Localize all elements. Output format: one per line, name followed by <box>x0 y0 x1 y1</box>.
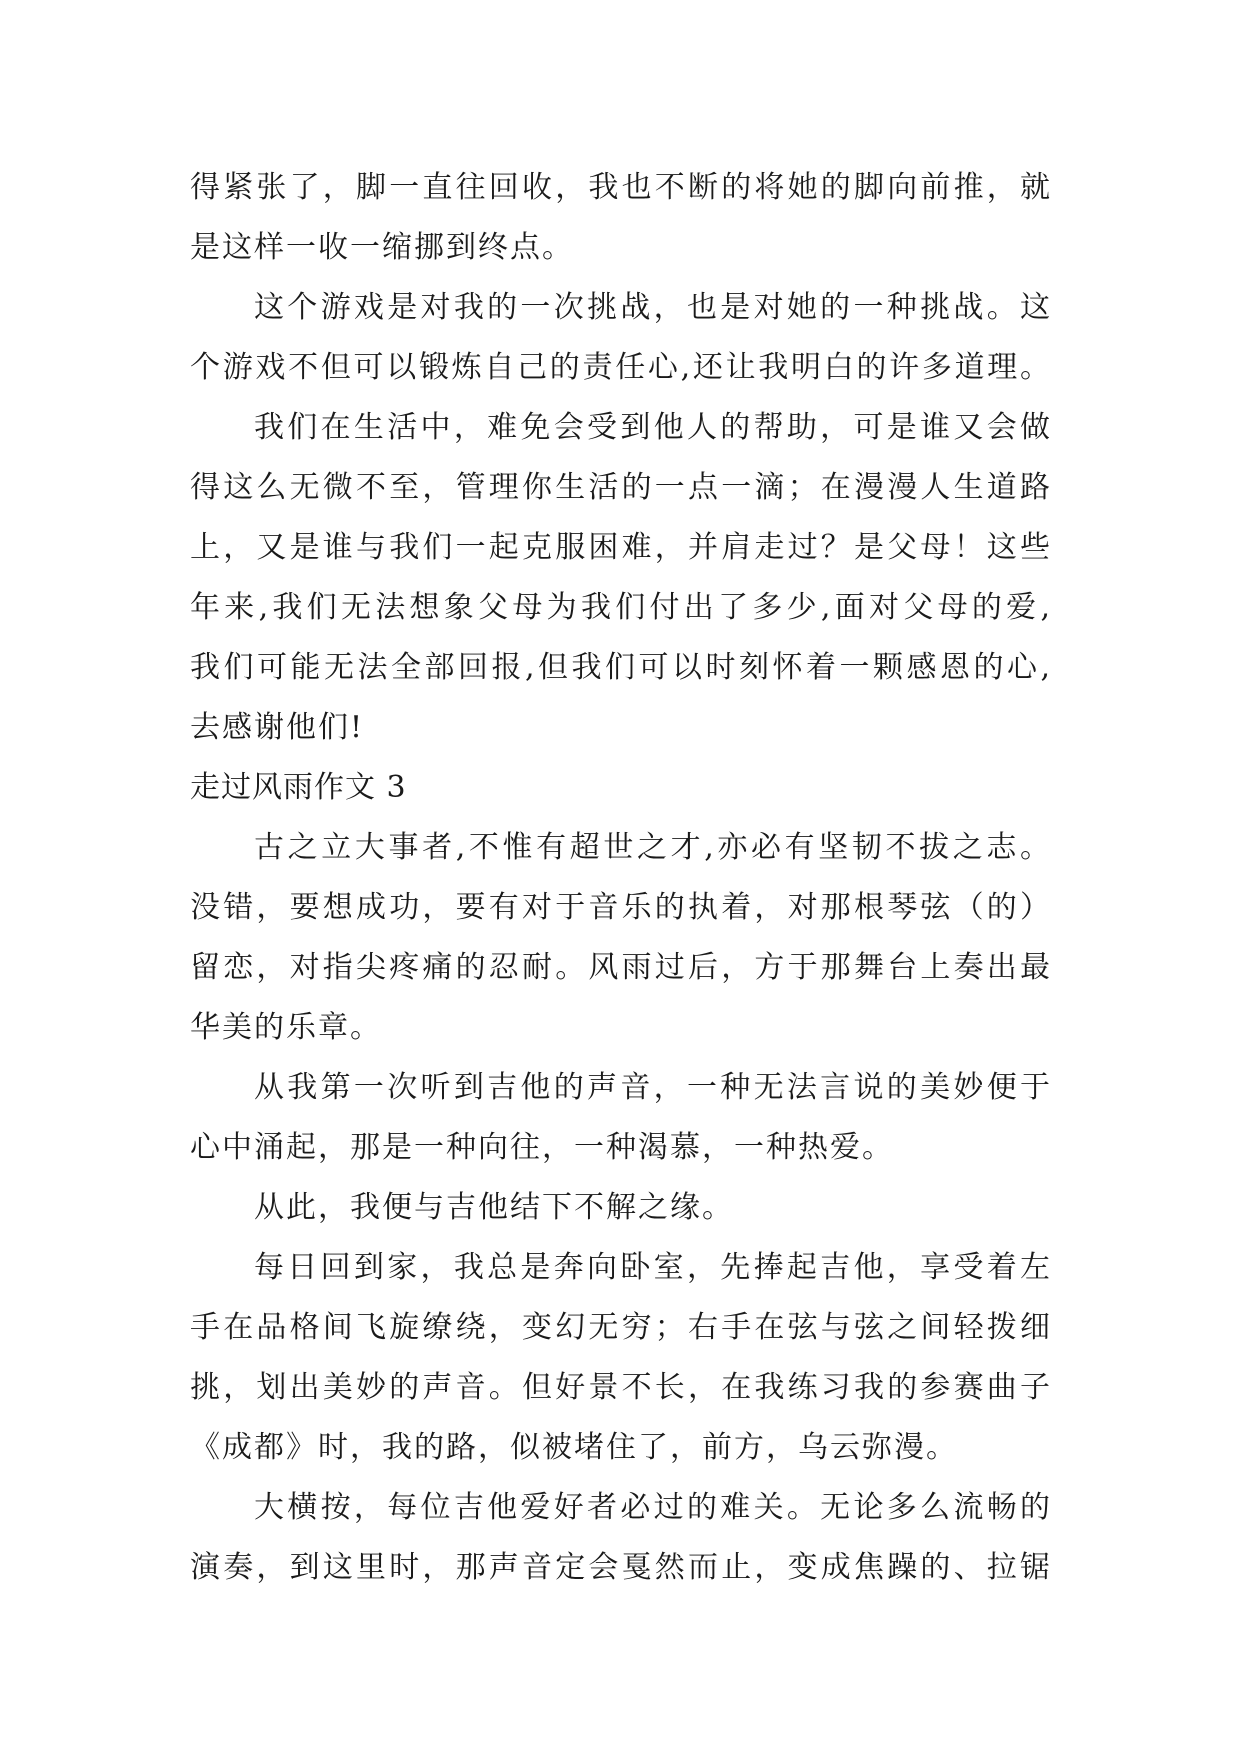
text-line: 挑，划出美妙的声音。但好景不长，在我练习我的参赛曲子 <box>190 1370 1052 1405</box>
paragraph <box>190 1478 1052 1598</box>
text-line: 手在品格间飞旋缭绕，变幻无穷；右手在弦与弦之间轻拨细 <box>190 1310 1052 1345</box>
paragraph <box>190 1178 1052 1238</box>
section-heading: 走过风雨作文 3 <box>190 770 407 805</box>
text-line: 留恋，对指尖疼痛的忍耐。风雨过后，方于那舞台上奏出最 <box>190 950 1052 985</box>
text-line: 心中涌起，那是一种向往，一种渴慕，一种热爱。 <box>190 1130 894 1165</box>
paragraph <box>190 398 1052 758</box>
paragraph <box>190 158 1052 278</box>
text-line: 上，又是谁与我们一起克服困难，并肩走过？是父母！这些 <box>190 530 1052 565</box>
paragraph <box>190 1238 1052 1478</box>
text-line: 我们可能无法全部回报,但我们可以时刻怀着一颗感恩的心, <box>190 650 1052 685</box>
text-line: 这个游戏是对我的一次挑战，也是对她的一种挑战。这 <box>254 290 1052 325</box>
text-line: 没错，要想成功，要有对于音乐的执着，对那根琴弦（的） <box>190 890 1052 925</box>
text-line: 从此，我便与吉他结下不解之缘。 <box>254 1190 734 1225</box>
paragraph <box>190 1058 1052 1178</box>
text-line: 大横按，每位吉他爱好者必过的难关。无论多么流畅的 <box>254 1490 1052 1525</box>
paragraph <box>190 818 1052 1058</box>
text-line: 每日回到家，我总是奔向卧室，先捧起吉他，享受着左 <box>254 1250 1052 1285</box>
text-line: 古之立大事者,不惟有超世之才,亦必有坚韧不拔之志。 <box>254 830 1052 865</box>
text-line: 演奏，到这里时，那声音定会戛然而止，变成焦躁的、拉锯 <box>190 1550 1052 1585</box>
text-line: 华美的乐章。 <box>190 1010 382 1045</box>
document-body <box>190 158 1052 1598</box>
text-line: 去感谢他们! <box>190 710 365 745</box>
text-line: 我们在生活中，难免会受到他人的帮助，可是谁又会做 <box>254 410 1052 445</box>
text-line: 是这样一收一缩挪到终点。 <box>190 230 574 265</box>
text-line: 得紧张了，脚一直往回收，我也不断的将她的脚向前推，就 <box>190 170 1052 205</box>
text-line: 从我第一次听到吉他的声音，一种无法言说的美妙便于 <box>254 1070 1052 1105</box>
text-line: 得这么无微不至，管理你生活的一点一滴；在漫漫人生道路 <box>190 470 1052 505</box>
paragraph <box>190 278 1052 398</box>
text-line: 个游戏不但可以锻炼自己的责任心,还让我明白的许多道理。 <box>190 350 1052 385</box>
text-line: 《成都》时，我的路，似被堵住了，前方，乌云弥漫。 <box>190 1430 958 1465</box>
text-line: 年来,我们无法想象父母为我们付出了多少,面对父母的爱, <box>190 590 1052 625</box>
